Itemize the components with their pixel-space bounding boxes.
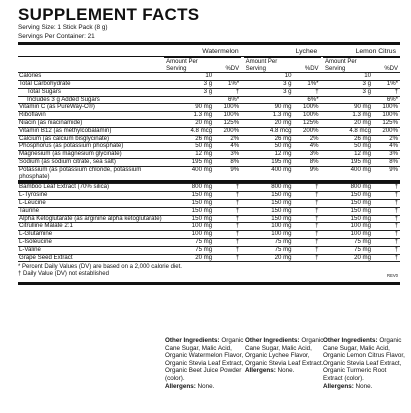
product-cell: [323, 159, 400, 166]
amount-value: 3 g: [203, 79, 213, 87]
amount-value: 50 mg: [195, 142, 213, 150]
row-name: L-Isoleucine: [19, 237, 52, 245]
product-cell: [244, 159, 321, 166]
product-cell: [244, 112, 321, 119]
amount-value: 150 mg: [271, 206, 292, 214]
dv-value: †: [394, 206, 398, 214]
nutrient-row: [18, 103, 400, 111]
dv-value: †: [394, 253, 398, 261]
row-name: Grape Seed Extract: [19, 253, 73, 261]
dv-value: †: [394, 183, 398, 191]
amount-value: 75 mg: [195, 237, 213, 245]
product-cell: [323, 97, 400, 104]
product-cell: [244, 208, 321, 215]
amount-value: 400 mg: [350, 165, 371, 173]
dv-value: †: [394, 198, 398, 206]
amount-value: [323, 97, 375, 104]
column-header-group: [164, 57, 241, 72]
dv-value: [375, 73, 400, 80]
product-cell: [244, 247, 321, 254]
product-cell: [164, 120, 241, 127]
dv-value: †: [235, 230, 240, 238]
dv-value: 1%*: [386, 79, 398, 87]
ingredient-row: [18, 191, 400, 199]
amount-value: [244, 97, 296, 104]
allergens-text: None.: [197, 382, 215, 390]
panel-title: SUPPLEMENT FACTS: [18, 5, 200, 24]
dv-value: †: [315, 214, 319, 222]
row-name: Bamboo Leaf Extract (70% silica): [19, 183, 110, 191]
product-cell: [164, 128, 241, 135]
dv-value: 8%: [389, 157, 398, 165]
amount-value: 50 mg: [354, 142, 371, 150]
column-header-row: [18, 57, 400, 72]
dv-value: †: [315, 206, 319, 214]
dv-value: †: [315, 237, 319, 245]
amount-value: 100 mg: [271, 222, 292, 230]
amount-header: Amount Per Serving: [166, 59, 198, 72]
ingredient-row: [18, 215, 400, 223]
dv-value: †: [235, 237, 240, 245]
product-header: Lemon Citrus: [355, 48, 396, 56]
allergens-label: Allergens:: [323, 382, 354, 390]
amount-value: 150 mg: [350, 206, 371, 214]
ingredient-row: [18, 254, 400, 262]
ingredient-row: [18, 199, 400, 207]
ingredients-text: Organic Cane Sugar, Malic Acid, Organic Lychee Flavor, Organic Stevia Leaf Extract.: [245, 337, 324, 367]
amount-value: 195 mg: [191, 157, 213, 165]
ingredient-row: [18, 246, 400, 254]
product-cell: [244, 239, 321, 246]
allergens-label: Allergens:: [245, 367, 276, 375]
product-cell: [244, 143, 321, 150]
dv-value: †: [315, 198, 319, 206]
amount-value: 800 mg: [350, 183, 371, 191]
dv-value: †: [315, 230, 319, 238]
amount-value: 20 mg: [354, 253, 371, 261]
dv-value: 2%: [230, 134, 240, 142]
product-cell: [323, 120, 400, 127]
product-cell: [323, 89, 400, 96]
amount-value: 150 mg: [271, 198, 292, 206]
product-cell: [323, 200, 400, 207]
amount-value: 90 mg: [354, 103, 371, 111]
dv-value: 200%: [302, 126, 319, 134]
amount-header: Amount Per Serving: [325, 59, 357, 72]
amount-value: 800 mg: [271, 183, 292, 191]
ingredient-rows: [18, 183, 400, 261]
dv-value: †: [315, 245, 319, 253]
amount-value: 150 mg: [350, 191, 371, 199]
ingredients-text: Organic Cane Sugar, Malic Acid, Organic Lemon Citrus Flavor, Organic Stevia Leaf Extract, Organic Turmeric Root Extract (color).: [323, 337, 405, 382]
amount-value: 100 mg: [350, 230, 371, 238]
dv-value: 3%: [309, 150, 319, 158]
product-header: Watermelon: [202, 48, 239, 56]
dv-value: 200%: [382, 126, 398, 134]
amount-value: 4.8 mcg: [269, 126, 292, 134]
allergens-text: None.: [355, 382, 373, 390]
nutrient-row: [18, 142, 400, 150]
product-cell: [323, 247, 400, 254]
nutrient-rows: [18, 72, 400, 180]
dv-value: 9%: [389, 165, 398, 173]
serving-size: Serving Size: 1 Stick Pack (8 g): [18, 24, 108, 31]
row-name: Calcium (as calcium bisglycinate): [19, 134, 110, 142]
amount-value: 100 mg: [191, 230, 213, 238]
product-cell: [244, 223, 321, 230]
amount-value: 150 mg: [350, 198, 371, 206]
product-cell: [164, 239, 241, 246]
amount-value: 3 g: [203, 87, 213, 95]
dv-value: †: [235, 214, 240, 222]
amount-value: 195 mg: [271, 157, 292, 165]
dv-value: †: [235, 183, 240, 191]
dv-value: †: [394, 230, 398, 238]
dv-value: †: [315, 253, 319, 261]
product-cell: [164, 89, 241, 96]
allergens-label: Allergens:: [165, 382, 196, 390]
amount-value: 20 mg: [195, 253, 213, 261]
row-name: Citrulline Malate 2:1: [19, 222, 73, 230]
dv-header: %DV: [384, 65, 398, 72]
row-name: Alpha Ketoglutarate (as arginine alpha ketoglutarate): [19, 214, 162, 222]
dv-value: 6%*: [386, 95, 399, 103]
amount-value: 10: [284, 72, 292, 80]
amount-value: 75 mg: [354, 245, 371, 253]
product-cell: [244, 128, 321, 135]
product-cell: [323, 73, 400, 80]
amount-value: 1.3 mg: [352, 111, 371, 119]
ingredients-label: Other Ingredients:: [245, 337, 300, 344]
dv-value: 2%: [389, 134, 398, 142]
dv-value: 100%: [223, 111, 240, 119]
product-cell: [164, 231, 241, 238]
dv-value: †: [394, 191, 398, 199]
product-cell: [244, 231, 321, 238]
nutrient-row: [18, 96, 400, 104]
product-cell: [164, 136, 241, 143]
dv-value: †: [315, 222, 319, 230]
dv-value: †: [235, 245, 240, 253]
product-cell: [323, 216, 400, 223]
dv-value: 100%: [302, 103, 319, 111]
amount-value: 4.8 mcg: [349, 126, 371, 134]
column-header-group: [244, 57, 321, 72]
row-name: Calories: [19, 72, 42, 80]
product-cell: [323, 167, 400, 181]
amount-value: 90 mg: [195, 103, 213, 111]
amount-value: 100 mg: [191, 222, 213, 230]
dv-value: 6%*: [307, 95, 319, 103]
row-name: Total Sugars: [27, 87, 61, 95]
row-name: Vitamin B12 (as methylcobalamin): [19, 126, 112, 134]
amount-value: 150 mg: [191, 198, 213, 206]
product-header-row: [18, 45, 400, 57]
product-cell: [323, 239, 400, 246]
amount-value: 3 g: [362, 79, 371, 87]
amount-value: 195 mg: [350, 157, 371, 165]
row-name: Riboflavin: [19, 111, 46, 119]
dv-value: 3%: [389, 150, 398, 158]
product-cell: [244, 151, 321, 158]
dv-value: †: [315, 191, 319, 199]
ingredient-row: [18, 238, 400, 246]
product-cell: [323, 136, 400, 143]
revision-code: REV0: [387, 273, 398, 279]
nutrient-row: [18, 80, 400, 88]
other-ingredients-watermelon: [165, 337, 247, 390]
amount-value: 150 mg: [191, 206, 213, 214]
row-name: Total Carbohydrate: [19, 79, 71, 87]
dv-value: 2%: [309, 134, 319, 142]
dv-value: †: [394, 222, 398, 230]
dv-value: 4%: [389, 142, 398, 150]
product-cell: [244, 192, 321, 199]
row-name: Taurine: [19, 206, 39, 214]
dv-value: 1%*: [307, 79, 319, 87]
dv-value: 4%: [230, 142, 240, 150]
row-name: Includes 3 g Added Sugars: [27, 95, 100, 103]
product-cell: [244, 184, 321, 191]
product-cell: [164, 255, 241, 262]
dv-value: †: [315, 87, 319, 95]
dv-value: †: [394, 237, 398, 245]
ingredients-label: Other Ingredients:: [323, 337, 378, 344]
dv-value: 100%: [382, 103, 398, 111]
amount-value: 50 mg: [274, 142, 292, 150]
amount-value: 150 mg: [271, 191, 292, 199]
product-cell: [164, 192, 241, 199]
dv-value: 125%: [223, 118, 240, 126]
amount-header: Amount Per Serving: [245, 59, 278, 72]
product-cell: [244, 104, 321, 111]
amount-value: 400 mg: [191, 165, 213, 173]
dv-value: †: [235, 206, 240, 214]
product-cell: [323, 223, 400, 230]
amount-value: 400 mg: [271, 165, 292, 173]
nutrient-row: [18, 166, 400, 181]
other-ingredients-lychee: [245, 337, 327, 375]
product-cell: [244, 97, 321, 104]
product-cell: [164, 143, 241, 150]
amount-value: 3 g: [283, 79, 292, 87]
product-cell: [323, 208, 400, 215]
dv-value: †: [235, 191, 240, 199]
product-cell: [323, 112, 400, 119]
product-cell: [323, 184, 400, 191]
amount-value: 12 mg: [195, 150, 213, 158]
dv-value: †: [315, 183, 319, 191]
dv-value: 100%: [302, 111, 319, 119]
amount-value: 75 mg: [195, 245, 213, 253]
dv-value: †: [235, 198, 240, 206]
product-cell: [164, 81, 241, 88]
dv-value: 125%: [382, 118, 398, 126]
row-name: L-Leucine: [19, 198, 46, 206]
nutrient-row: [18, 88, 400, 96]
product-cell: [244, 136, 321, 143]
amount-value: 1.3 mg: [272, 111, 292, 119]
product-cell: [323, 104, 400, 111]
dv-header: %DV: [225, 65, 240, 72]
row-name: Niacin (as niacinamide): [19, 118, 83, 126]
dv-value: 4%: [309, 142, 319, 150]
amount-value: 100 mg: [271, 230, 292, 238]
product-cell: [164, 184, 241, 191]
dv-value: 8%: [309, 157, 319, 165]
ingredients-label: Other Ingredients:: [165, 337, 220, 344]
nutrient-row: [18, 111, 400, 119]
amount-value: 150 mg: [191, 191, 213, 199]
product-cell: [164, 73, 241, 80]
amount-value: 100 mg: [350, 222, 371, 230]
product-cell: [164, 247, 241, 254]
row-name: Phosphorus (as potassium phosphate): [19, 142, 124, 150]
amount-value: 75 mg: [274, 245, 292, 253]
product-cell: [244, 120, 321, 127]
footnotes: [18, 261, 400, 278]
amount-value: 150 mg: [271, 214, 292, 222]
dv-value: [216, 73, 241, 80]
amount-value: 75 mg: [274, 237, 292, 245]
amount-value: 800 mg: [191, 183, 213, 191]
row-name: Magnesium (as magnesium glycinate): [19, 150, 122, 158]
dv-value: †: [235, 222, 240, 230]
product-cell: [164, 151, 241, 158]
ingredients-text: Organic Cane Sugar, Malic Acid, Organic Watermelon Flavor, Organic Stevia Leaf Extract, Organic Beet Juice Powder (color).: [165, 337, 244, 382]
amount-value: 26 mg: [195, 134, 213, 142]
product-cell: [164, 208, 241, 215]
footnote-dagger: † Daily Value (DV) not established: [18, 271, 109, 278]
product-cell: [244, 200, 321, 207]
amount-value: 26 mg: [274, 134, 292, 142]
product-cell: [164, 216, 241, 223]
dv-value: 200%: [223, 126, 240, 134]
nutrient-row: [18, 158, 400, 166]
other-ingredients-lemon-citrus: [323, 337, 405, 390]
amount-value: 20 mg: [274, 253, 292, 261]
dv-value: 3%: [230, 150, 240, 158]
ingredient-row: [18, 222, 400, 230]
dv-value: †: [394, 245, 398, 253]
servings-per-container: Servings Per Container: 21: [18, 32, 95, 40]
dv-header: %DV: [304, 65, 319, 72]
row-name: Vitamin C (as PureWay-C®): [19, 103, 95, 111]
row-name: Sodium (as sodium citrate, sea salt): [19, 157, 116, 165]
product-cell: [323, 231, 400, 238]
product-cell: [164, 104, 241, 111]
amount-value: 20 mg: [274, 118, 292, 126]
product-cell: [244, 73, 321, 80]
product-cell: [164, 159, 241, 166]
dv-value: †: [235, 253, 240, 261]
amount-value: 90 mg: [274, 103, 292, 111]
product-cell: [244, 255, 321, 262]
nutrient-row: [18, 119, 400, 127]
amount-value: 150 mg: [191, 214, 213, 222]
product-header: Lychee: [295, 48, 318, 56]
dv-value: 1%*: [227, 79, 240, 87]
product-cell: [323, 151, 400, 158]
product-cell: [244, 167, 321, 181]
dv-value: 8%: [230, 157, 240, 165]
ingredient-row: [18, 230, 400, 238]
row-name: Potassium (as potassium chloride, potassium phosphate): [19, 165, 142, 180]
product-cell: [323, 81, 400, 88]
amount-value: 3 g: [362, 87, 372, 95]
amount-value: [164, 97, 216, 104]
product-cell: [164, 97, 241, 104]
nutrient-row: [18, 72, 400, 80]
amount-value: 75 mg: [354, 237, 371, 245]
amount-value: 12 mg: [274, 150, 292, 158]
dv-value: †: [394, 87, 399, 95]
product-cell: [164, 112, 241, 119]
amount-value: 12 mg: [354, 150, 371, 158]
amount-value: 1.3 mg: [193, 111, 213, 119]
product-cell: [164, 223, 241, 230]
amount-value: 20 mg: [195, 118, 213, 126]
bottom-rule: [18, 282, 400, 285]
amount-value: 10: [205, 72, 213, 80]
dv-value: 100%: [382, 111, 398, 119]
dv-value: [296, 73, 321, 80]
row-name: L-Valine: [19, 245, 41, 253]
amount-value: 3 g: [283, 87, 292, 95]
column-header-group: [323, 57, 400, 72]
nutrient-row: [18, 127, 400, 135]
dv-value: 125%: [302, 118, 319, 126]
dv-value: †: [394, 214, 398, 222]
dv-value: 9%: [230, 165, 240, 173]
ingredient-row: [18, 183, 400, 191]
product-cell: [323, 192, 400, 199]
allergens-text: None.: [277, 367, 295, 375]
dv-value: 6%*: [227, 95, 240, 103]
product-cell: [244, 216, 321, 223]
product-cell: [164, 200, 241, 207]
dv-value: 9%: [309, 165, 319, 173]
product-cell: [244, 89, 321, 96]
amount-value: 10: [364, 72, 371, 80]
product-cell: [323, 143, 400, 150]
row-name: L-Glutamine: [19, 230, 53, 238]
ingredient-row: [18, 207, 400, 215]
row-name: L-Tyrosine: [19, 191, 48, 199]
footnote-dv: * Percent Daily Values (DV) are based on a 2,000 calorie diet.: [18, 264, 182, 271]
amount-value: 4.8 mcg: [190, 126, 213, 134]
amount-value: 150 mg: [350, 214, 371, 222]
dv-value: †: [235, 87, 240, 95]
supplement-facts-panel: [18, 6, 400, 285]
product-cell: [164, 167, 241, 181]
nutrient-row: [18, 135, 400, 143]
amount-value: 20 mg: [354, 118, 371, 126]
product-cell: [323, 255, 400, 262]
product-cell: [323, 128, 400, 135]
nutrient-row: [18, 150, 400, 158]
dv-value: 100%: [223, 103, 240, 111]
amount-value: 26 mg: [354, 134, 371, 142]
product-cell: [244, 81, 321, 88]
